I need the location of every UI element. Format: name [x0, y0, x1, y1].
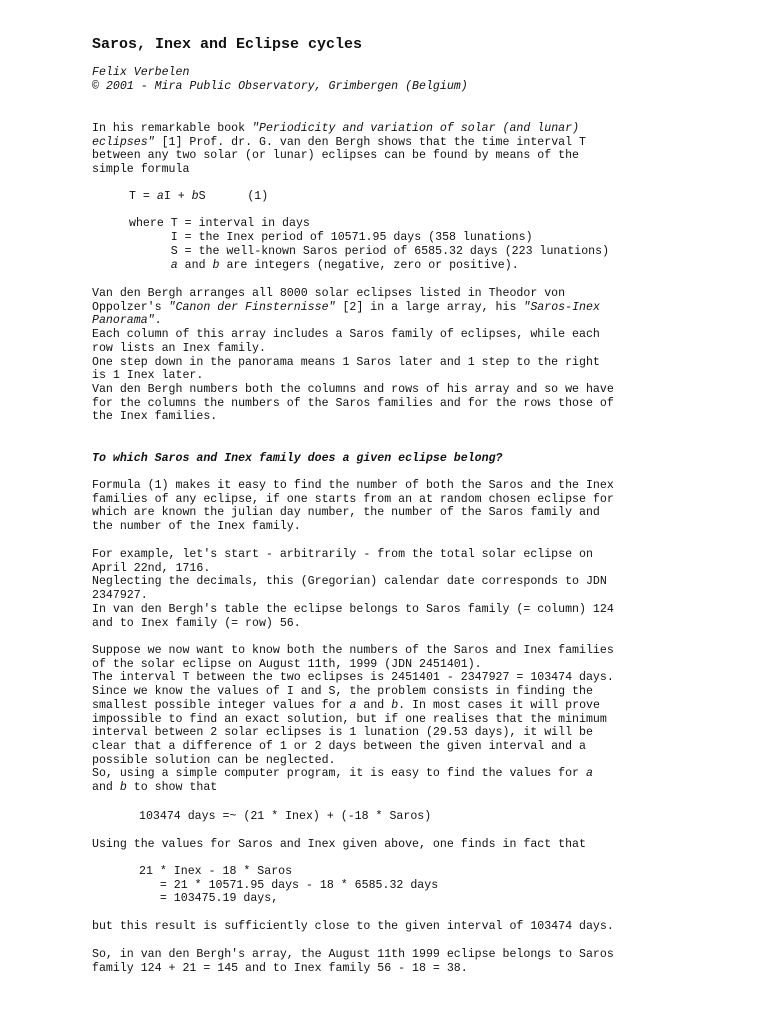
paragraph-line: April 22nd, 1716.	[92, 561, 211, 575]
paragraph-line: the number of the Inex family.	[92, 520, 301, 534]
equation-line: 21 * Inex - 18 * Saros	[139, 865, 293, 878]
intro-text: [1] Prof. dr. G. van den Bergh shows that the time interval T	[154, 135, 586, 149]
paragraph-line: One step down in the panorama means 1 Saros later and 1 step to the right	[92, 355, 600, 369]
intro-text: simple formula	[92, 163, 190, 177]
author-name: Felix Verbelen	[92, 66, 190, 79]
paragraph-line: interval between 2 solar eclipses is 1 lunation (29.53 days), it will be	[92, 726, 593, 740]
paragraph-line: smallest possible integer values for a and b. In most cases it will prove	[92, 698, 600, 712]
section-heading: To which Saros and Inex family does a given eclipse belong?	[92, 452, 503, 465]
paragraph-line: which are known the julian day number, the number of the Saros family and	[92, 506, 600, 520]
formula-block	[129, 190, 609, 272]
paragraph-line: The interval T between the two eclipses is 2451401 - 2347927 = 103474 days.	[92, 671, 614, 685]
paragraph-line: for the columns the numbers of the Saros families and for the rows those of	[92, 396, 614, 410]
copyright-notice: © 2001 - Mira Public Observatory, Grimbergen (Belgium)	[92, 79, 468, 93]
paragraph-line: families of any eclipse, if one starts from an at random chosen eclipse for	[92, 492, 614, 506]
panorama-paragraph	[92, 287, 614, 424]
paragraph-line: and b to show that	[92, 781, 218, 795]
equation-line: = 21 * 10571.95 days - 18 * 6585.32 days	[139, 878, 439, 892]
paragraph-line: Van den Bergh arranges all 8000 solar eclipses listed in Theodor von	[92, 287, 566, 300]
paragraph-line: So, using a simple computer program, it is easy to find the values for a	[92, 767, 593, 781]
book-title: "Periodicity and variation of solar (and lunar)	[252, 122, 580, 135]
paragraph-line: of the solar eclipse on August 11th, 1999 (JDN 2451401).	[92, 657, 482, 671]
paragraph-line: and to Inex family (= row) 56.	[92, 616, 301, 630]
formula-main: T = aI + bS (1)	[129, 190, 269, 203]
paragraph-line: 2347927.	[92, 589, 148, 603]
paragraph-line: row lists an Inex family.	[92, 341, 266, 355]
paragraph-line: For example, let's start - arbitrarily - from the total solar eclipse on	[92, 548, 593, 561]
paragraph-line: the Inex families.	[92, 410, 218, 424]
formula-saros-def: S = the well-known Saros period of 6585.32 days (223 lunations)	[129, 244, 610, 258]
formula-ab-def: a and b are integers (negative, zero or positive).	[170, 258, 519, 272]
paragraph-line: Since we know the values of I and S, the problem consists in finding the	[92, 685, 593, 699]
equation-evaluation	[139, 865, 438, 906]
paragraph-line: Using the values for Saros and Inex given above, one finds in fact that	[92, 838, 586, 851]
paragraph-line: So, in van den Bergh's array, the August 11th 1999 eclipse belongs to Saros	[92, 948, 614, 961]
paragraph-line: Formula (1) makes it easy to find the number of both the Saros and the Inex	[92, 479, 614, 492]
paragraph-line: Panorama".	[92, 314, 162, 328]
paragraph-line: is 1 Inex later.	[92, 369, 204, 383]
paragraph-line: Each column of this array includes a Saros family of eclipses, while each	[92, 328, 600, 342]
paragraph-line: Van den Bergh numbers both the columns and rows of his array and so we have	[92, 382, 614, 396]
book-title-cont: eclipses"	[92, 135, 155, 149]
paragraph-line: Oppolzer's "Canon der Finsternisse" [2] in a large array, his "Saros-Inex	[92, 300, 600, 314]
intro-text: In his remarkable book	[92, 122, 253, 135]
formula-where: where T = interval in days	[129, 217, 310, 231]
example-paragraph	[92, 548, 614, 630]
equation-approx: 103474 days =~ (21 * Inex) + (-18 * Saros)	[139, 810, 432, 823]
formula-usage-paragraph	[92, 479, 614, 534]
paragraph-line: but this result is sufficiently close to the given interval of 103474 days.	[92, 920, 614, 933]
computation-paragraph	[92, 644, 614, 795]
conclusion-paragraph	[92, 948, 614, 975]
paragraph-line: Neglecting the decimals, this (Gregorian) calendar date corresponds to JDN	[92, 575, 607, 589]
equation-line: = 103475.19 days,	[139, 892, 279, 906]
document-title: Saros, Inex and Eclipse cycles	[92, 36, 363, 53]
paragraph-line: clear that a difference of 1 or 2 days between the given interval and a	[92, 739, 586, 753]
paragraph-line: family 124 + 21 = 145 and to Inex family 56 - 18 = 38.	[92, 961, 468, 975]
byline	[92, 66, 468, 93]
paragraph-line: possible solution can be neglected.	[92, 753, 336, 767]
intro-text: between any two solar (or lunar) eclipses can be found by means of the	[92, 149, 580, 163]
paragraph-line: In van den Bergh's table the eclipse belongs to Saros family (= column) 124	[92, 602, 614, 616]
paragraph-line: Suppose we now want to know both the numbers of the Saros and Inex families	[92, 644, 614, 657]
formula-inex-def: I = the Inex period of 10571.95 days (358 lunations)	[129, 231, 533, 245]
paragraph-line: impossible to find an exact solution, but if one realises that the minimum	[92, 712, 607, 726]
intro-paragraph	[92, 122, 586, 177]
